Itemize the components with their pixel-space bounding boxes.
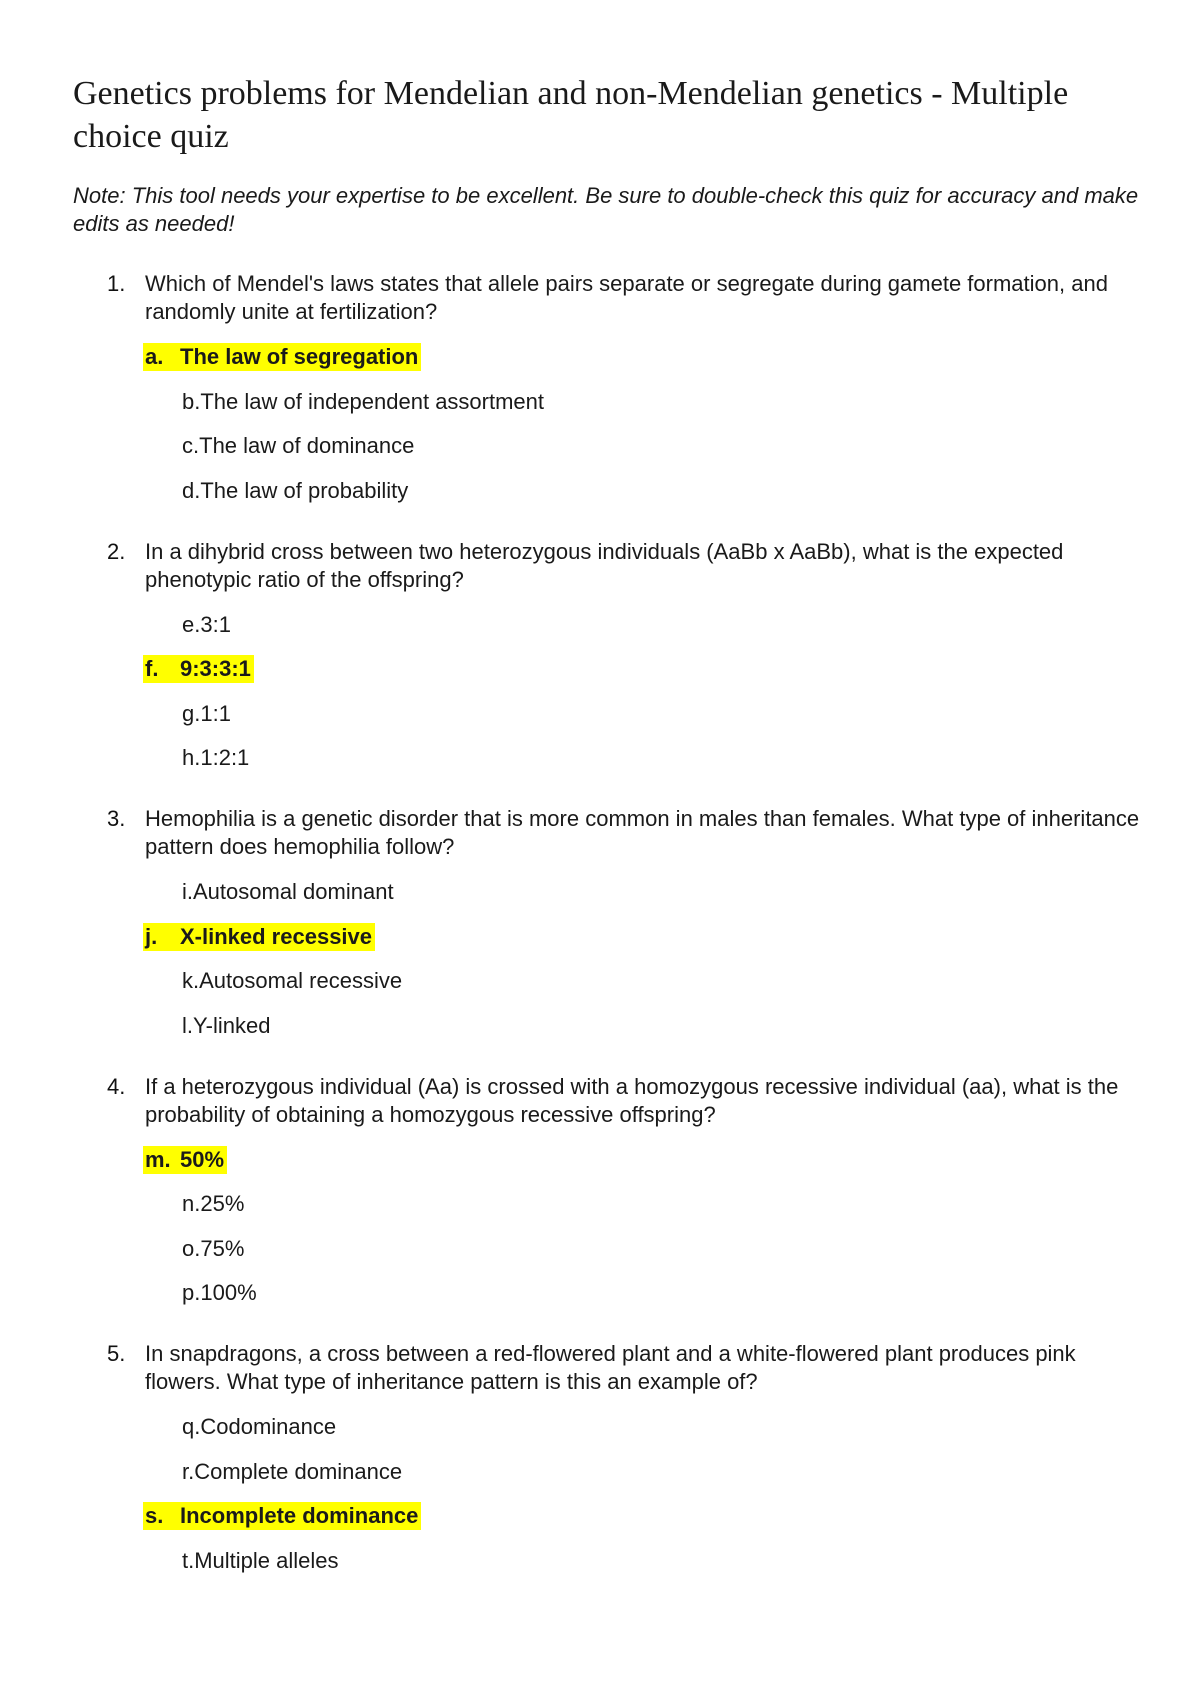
option-letter: l. [182, 1012, 193, 1038]
question-item [73, 538, 1143, 773]
option-letter: r. [182, 1458, 195, 1484]
option-letter: o. [182, 1235, 201, 1261]
option-text: The law of independent assortment [200, 388, 545, 414]
question-text: If a heterozygous individual (Aa) is crossed with a homozygous recessive individual (aa), what is the probability of obtaining a homozygous recessive offspring? [145, 1073, 1119, 1127]
answer-option [145, 1279, 1143, 1307]
correct-answer-highlight [143, 343, 421, 371]
option-letter: g. [182, 700, 201, 726]
answer-option [145, 432, 1143, 460]
question-item [73, 1073, 1143, 1308]
answer-option [145, 878, 1143, 906]
option-letter: b. [182, 388, 201, 414]
question-list [73, 270, 1143, 1575]
option-text: Multiple alleles [194, 1547, 339, 1573]
option-letter: e. [182, 611, 201, 637]
question-text: Which of Mendel's laws states that allele pairs separate or segregate during gamete formation, and randomly unite at fertilization? [145, 271, 1108, 324]
answer-option [145, 477, 1143, 505]
answer-option [145, 967, 1143, 995]
option-letter: c. [182, 433, 200, 458]
option-text: 1:2:1 [200, 745, 250, 770]
question-text: In snapdragons, a cross between a red-flowered plant and a white-flowered plant produces pink flowers. What type of inheritance pattern is this an example of? [145, 1341, 1076, 1394]
answer-option-correct [145, 923, 1143, 951]
question-number: 5. [107, 1341, 126, 1366]
answer-option [145, 388, 1143, 416]
option-letter: a. [145, 344, 164, 369]
answer-option-correct [145, 343, 1143, 371]
correct-answer-highlight [143, 1146, 227, 1174]
option-letter: n. [182, 1191, 201, 1216]
option-letter: m. [145, 1146, 171, 1172]
answer-options [145, 611, 1143, 773]
question-number: 3. [107, 806, 126, 831]
option-text: 1:1 [200, 700, 231, 726]
answer-option [145, 1235, 1143, 1263]
question-text: Hemophilia is a genetic disorder that is more common in males than females. What type of inheritance pattern does hemophilia follow? [145, 806, 1140, 859]
answer-option-correct [145, 1146, 1143, 1174]
option-letter: j. [145, 923, 158, 949]
answer-options [145, 1413, 1143, 1575]
option-letter: k. [182, 968, 200, 993]
answer-options [145, 1146, 1143, 1308]
option-letter: f. [145, 656, 159, 681]
option-text: Autosomal recessive [199, 968, 403, 993]
option-text: Y-linked [193, 1012, 271, 1038]
editor-note: Note: This tool needs your expertise to be excellent. Be sure to double-check this quiz for accuracy and make edits as needed! [73, 183, 1139, 236]
answer-option [145, 611, 1143, 639]
answer-option-correct [145, 1502, 1143, 1530]
answer-options [145, 343, 1143, 505]
option-letter: d. [182, 477, 201, 503]
answer-options [145, 878, 1143, 1040]
answer-option [145, 1413, 1143, 1441]
correct-answer-highlight [143, 923, 375, 951]
option-letter: p. [182, 1280, 201, 1305]
answer-option [145, 1190, 1143, 1218]
option-text: X-linked recessive [180, 923, 373, 949]
correct-answer-highlight [143, 655, 254, 683]
question-number: 4. [107, 1073, 126, 1099]
option-text: Complete dominance [194, 1458, 403, 1484]
correct-answer-highlight [143, 1502, 421, 1530]
option-text: 9:3:3:1 [180, 656, 251, 681]
option-text: 25% [200, 1191, 245, 1216]
question-text: In a dihybrid cross between two heterozygous individuals (AaBb x AaBb), what is the expected phenotypic ratio of the offspring? [145, 538, 1064, 592]
option-text: 3:1 [200, 611, 231, 637]
option-text: The law of probability [200, 477, 409, 503]
option-letter: t. [182, 1547, 195, 1573]
question-item [73, 805, 1143, 1040]
answer-option [145, 1547, 1143, 1575]
question-item [73, 270, 1143, 505]
option-text: 100% [200, 1280, 257, 1305]
option-text: Autosomal dominant [193, 879, 394, 904]
page-title: Genetics problems for Mendelian and non-Mendelian genetics - Multiple choice quiz [73, 75, 1069, 155]
option-text: 75% [200, 1235, 245, 1261]
answer-option [145, 700, 1143, 728]
quiz-document [73, 72, 1143, 1608]
option-text: Incomplete dominance [180, 1503, 419, 1528]
question-number: 2. [107, 538, 126, 564]
answer-option [145, 1458, 1143, 1486]
option-text: The law of segregation [180, 344, 419, 369]
option-text: Codominance [200, 1414, 337, 1439]
option-text: 50% [180, 1146, 225, 1172]
option-letter: i. [182, 879, 193, 904]
question-number: 1. [107, 271, 126, 296]
option-text: The law of dominance [199, 433, 415, 458]
option-letter: h. [182, 745, 201, 770]
answer-option [145, 1012, 1143, 1040]
answer-option-correct [145, 655, 1143, 683]
option-letter: s. [145, 1503, 164, 1528]
question-item [73, 1340, 1143, 1575]
option-letter: q. [182, 1414, 201, 1439]
answer-option [145, 744, 1143, 772]
